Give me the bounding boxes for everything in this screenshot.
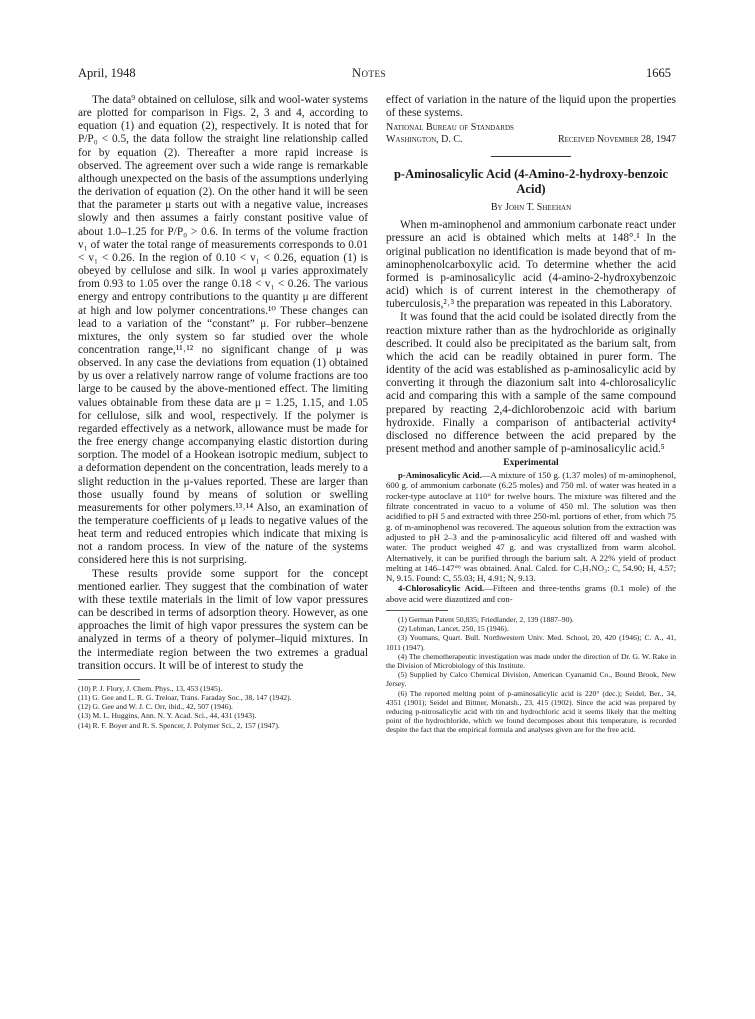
footnote-12: (12) G. Gee and W. J. C. Orr, ibid., 42, 507 (1946). [78, 702, 233, 712]
right-paragraph-1: When m-aminophenol and ammonium carbonate react under pressure an acid is obtained which melts at 148°.¹ In the original publication no identification is made beyond that of m-aminophenolcarboxylic acid. To determine whether the acid formed is p-aminosalicylic acid (4-amino-2-hydroxybenzoic acid) which is of current interest in the chemotherapy of tuberculosis,²˒³ the preparation was repeated in this Laboratory. [386, 219, 676, 311]
affiliation-institution: National Bureau of Standards [386, 122, 514, 134]
experimental-lead-2: 4-Chlorosalicylic Acid. [398, 583, 485, 594]
experimental-heading: Experimental [503, 458, 559, 469]
byline: By John T. Sheehan [490, 202, 572, 214]
footnote-4: (4) The chemotherapeutic investigation was made under the direction of Dr. G. W. Rake in the Division of Microbiology of this Institute. [386, 651, 676, 670]
affiliation [386, 122, 676, 146]
experimental-text-1: —A mixture of 150 g. (1.37 moles) of m-aminophenol, 600 g. of ammonium carbonate (6.25 moles) and 750 ml. of water was heated in a rocker-type autoclave at 110° for twelve hours. The mixture was filtered and the filtrate concentrated in vacuo to a volume of 450 ml. The solution was then acidified to pH 5 and extracted with three 250-ml. portions of ether, from which 75 g. of m-aminophenol was recovered. The aqueous solution from the extraction was adjusted to pH 2–3 and the p-aminosalicylic acid filtered off and washed with water. The product weighed 47 g. and was crystallized from warm alcohol. Alternatively, it can be purified through the barium salt. A 22% yield of product melting at 146–147°⁶ was obtained. Anal. Calcd. for C₇H₇NO₃: C, 54.90; H, 4.57; N, 9.15. Found: C, 55.03; H, 4.91; N, 9.13. [386, 470, 676, 584]
footnote-rule-right [386, 610, 448, 611]
footnote-10: (10) P. J. Flory, J. Chem. Phys., 13, 453 (1945). [78, 683, 223, 693]
right-footnotes [386, 615, 676, 735]
experimental-paragraph-2 [386, 583, 676, 604]
footnote-5: (5) Supplied by Calco Chemical Division, American Cyanamid Co., Bound Brook, New Jersey. [386, 670, 676, 689]
experimental-text-2: —Fifteen and three-tenths grams (0.1 mole) of the above acid were diazotized and con- [386, 583, 676, 604]
left-footnotes [78, 684, 368, 730]
affiliation-city: Washington, D. C. [386, 134, 463, 146]
footnote-11: (11) G. Gee and L. R. G. Treloar, Trans. Faraday Soc., 38, 147 (1942). [78, 693, 292, 703]
experimental-lead-1: p-Aminosalicylic Acid. [398, 470, 482, 481]
right-column [386, 94, 676, 735]
footnote-3: (3) Youmans, Quart. Bull. Northwestern Univ. Med. School, 20, 420 (1946); C. A., 41, 1011 (1947). [386, 633, 676, 652]
right-paragraph-2: It was found that the acid could be isolated directly from the reaction mixture rather than as the hydrochloride as originally described. It could also be precipitated as the barium salt, from which the acid can be readily obtained in purer form. The identity of the acid was established as p-aminosalicylic acid by converting it through the diazonium salt into 4-chlorosalicylic acid and comparing this with a sample of the same compound prepared by reacting 2,4-dichlorobenzoic acid with barium hydroxide. Finally a comparison of antibacterial activity⁴ disclosed no difference between the acid prepared by the present method and another sample of p-aminosalicylic acid.⁵ [386, 311, 676, 455]
left-paragraph-2: These results provide some support for the concept mentioned earlier. They suggest that the combination of water with these textile materials in the limit of low vapor pressures can be described in terms of adsorption theory. However, as one approaches the limit of high vapor pressures the system can be analyzed in terms of a theory of polymer–liquid mixtures. In the intermediate region between the two extremes a gradual transition occurs. It will be of interest to study the [78, 567, 368, 672]
footnote-rule [78, 679, 140, 680]
left-column [78, 94, 368, 730]
header-page-number: 1665 [646, 66, 671, 80]
header-date: April, 1948 [78, 66, 136, 80]
continuation-text: effect of variation in the nature of the liquid upon the properties of these systems. [386, 94, 676, 120]
footnote-6: (6) The reported melting point of p-aminosalicylic acid is 220° (dec.); Seidel, Ber., 34, 4351 (1901); Seidel and Bittner, Monatsh., 23, 415 (1902). Since the acid was prepared by reducing p-nitrosalicylic acid with tin and hydrochloric acid it seems likely that the melting point of the hydrochloride, which we found decomposes about this temperature, is recorded despite the fact that the empirical formula and analyses given are for the free acid. [386, 688, 676, 735]
footnote-2: (2) Lehman, Lancet, 250, 15 (1946). [398, 624, 509, 634]
section-divider [491, 156, 571, 157]
article-title: p-Aminosalicylic Acid (4-Amino-2-hydroxy-benzoic Acid) [393, 167, 669, 197]
experimental-paragraph-1 [386, 470, 676, 583]
left-paragraph-1: The data⁹ obtained on cellulose, silk and wool-water systems are plotted for comparison in Figs. 2, 3 and 4, according to equation (1) and equation (2), respectively. It is noted that for P/P₀ < 0.5, the data follow the straight line relationship called for by equation (2). Thereafter a more rapid increase is observed. The agreement over such a wide range is remarkable although unexpected on the basis of the assumptions underlying the derivation of equation (2). On the other hand it will be seen that the parameter μ starts out with a negative value, increases slowly and then assumes a fairly constant positive value of about 1.0–1.25 for P/P₀ > 0.6. In terms of the volume fraction v₁ of water the total range of measurements corresponds to 0.01 < v₁ < 0.26. In the region of 0.10 < v₁ < 0.26, equation (1) is obeyed by cellulose and silk. In wool μ varies approximately from 0.93 to 1.05 over the range 0.18 < v₁ < 0.26. The various energy and entropy contributions to the quantity μ are different at high and low polymer concentrations.¹⁰ These changes can lead to a variation of the “constant” μ. For rubber–benzene mixtures, the only system so far studied over the whole concentration range,¹¹˒¹² no significant change of μ was observed. In any case the deviations from equation (1) obtained by us over a relatively narrow range of volume fractions are too large to be caused by the above-mentioned effect. The limiting values obtainable from these data are μ = 1.25, 1.15, and 1.05 for cellulose, silk and wool, respectively. If the polymer is regarded effectively as a network, allowance must be made for the free energy change accompanying elastic distortion during sorption. The model of a Hookean isotropic medium, subject to a deformation dependent on the concentration, leads merely to a slight reduction in the μ-values reported. These are larger than those usually found by means of solution or swelling measurements for other polymers.¹³˒¹⁴ Also, an examination of the temperature coefficients of μ leads to negative values of the heat term and reduced entropies which indicate that mixing is not a random process. In view of the nature of the systems considered here this is not surprising. [78, 94, 368, 567]
footnote-1: (1) German Patent 50,835; Friedlander, 2, 139 (1887–90). [398, 614, 574, 624]
footnote-14: (14) R. F. Boyer and R. S. Spencer, J. Polymer Sci., 2, 157 (1947). [78, 720, 280, 730]
footnote-13: (13) M. L. Huggins, Ann. N. Y. Acad. Sci., 44, 431 (1943). [78, 711, 257, 721]
header-section: Notes [352, 66, 387, 80]
affiliation-row [386, 134, 676, 146]
received-date: Received November 28, 1947 [557, 134, 676, 146]
